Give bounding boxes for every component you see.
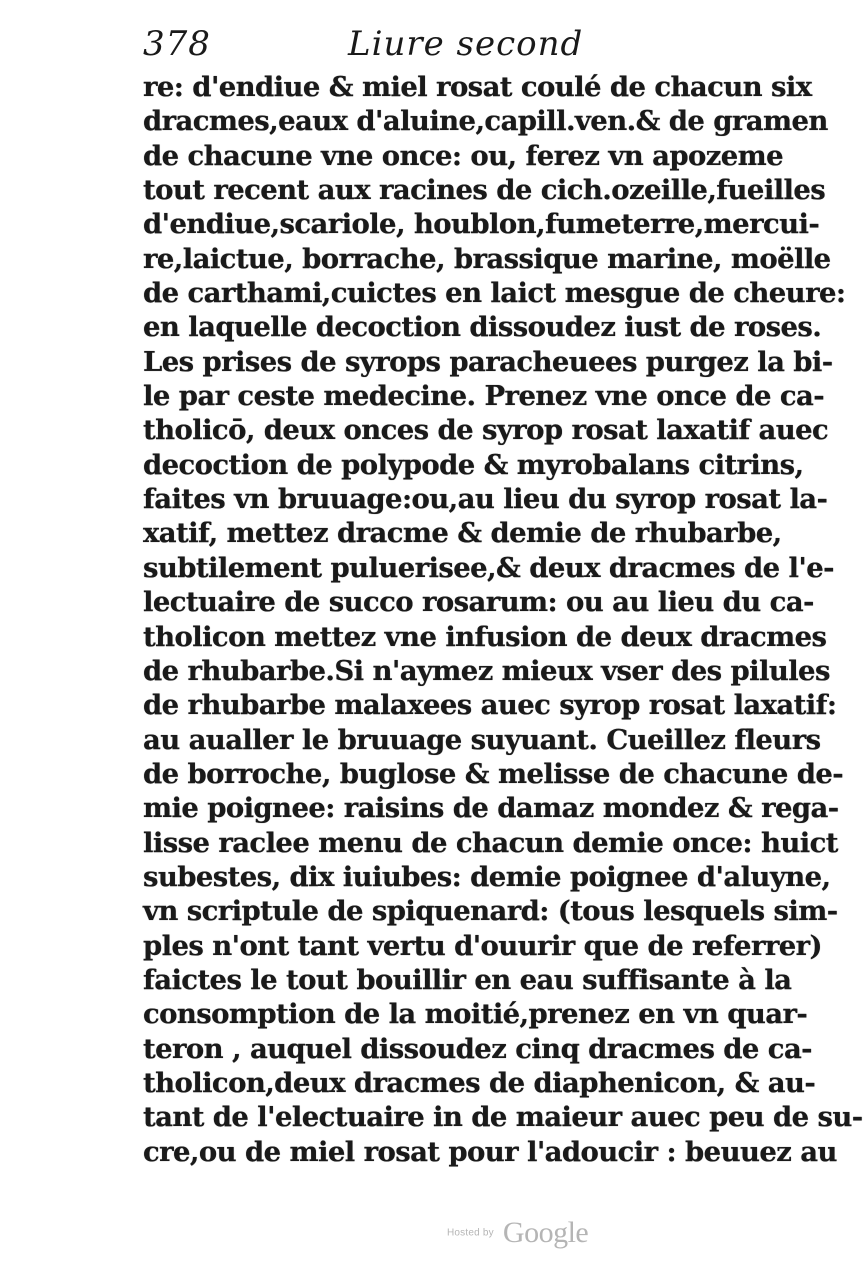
text-line: decoction de polypode & myrobalans citrins,	[143, 448, 804, 481]
running-head: Liure second	[348, 24, 584, 64]
text-line: re,laictue, borrache, brassique marine, moëlle	[143, 242, 831, 275]
text-line: au aualler le bruuage suyuant. Cueillez fleurs	[143, 723, 821, 756]
text-line: d'endiue,scariole, houblon,fumeterre,mercui-	[143, 208, 820, 241]
text-line: dracmes,eaux d'aluine,capill.ven.& de gramen	[143, 105, 828, 138]
text-line: subtilement puluerisee,& deux dracmes de l'e-	[143, 551, 834, 584]
text-line: consomption de la moitié,prenez en vn quar-	[143, 998, 808, 1031]
page-header	[143, 22, 584, 66]
google-logo: Google	[502, 1216, 589, 1249]
text-line: de chacune vne once: ou, ferez vn apozeme	[143, 139, 784, 172]
body-text	[143, 70, 863, 1169]
text-line: de rhubarbe malaxees auec syrop rosat laxatif:	[143, 689, 837, 722]
google-watermark	[447, 1216, 588, 1256]
text-line: faites vn bruuage:ou,au lieu du syrop rosat la-	[143, 483, 828, 516]
text-line: tholicon,deux dracmes de diaphenicon, & au-	[143, 1066, 816, 1099]
text-line: tant de l'electuaire in de maieur auec peu de su-	[143, 1101, 863, 1134]
text-line: re: d'endiue & miel rosat coulé de chacun six	[143, 71, 812, 103]
text-line: subestes, dix iuiubes: demie poignee d'aluyne,	[143, 860, 831, 893]
hosted-by-label: Hosted by	[447, 1227, 494, 1239]
text-line: vn scriptule de spiquenard: (tous lesquels sim-	[143, 895, 838, 928]
text-line: mie poignee: raisins de damaz mondez & rega-	[143, 792, 839, 825]
text-line: de borroche, buglose & melisse de chacune de-	[143, 757, 844, 790]
text-line: xatif, mettez dracme & demie de rhubarbe,	[143, 517, 782, 550]
text-line: Les prises de syrops paracheuees purgez la bi-	[143, 345, 833, 378]
text-line: lectuaire de succo rosarum: ou au lieu du ca-	[143, 586, 814, 619]
text-line: tholicon mettez vne infusion de deux dracmes	[143, 620, 827, 653]
text-line: tout recent aux racines de cich.ozeille,fueilles	[143, 174, 826, 207]
text-line: ples n'ont tant vertu d'ouurir que de referrer)	[143, 929, 822, 962]
text-line: de rhubarbe.Si n'aymez mieux vser des pilules	[143, 654, 830, 687]
text-line: faictes le tout bouillir en eau suffisante à la	[143, 963, 792, 996]
text-line: de carthami,cuictes en laict mesgue de cheure:	[143, 277, 846, 310]
page-number: 378	[143, 24, 211, 64]
text-line: cre,ou de miel rosat pour l'adoucir : beuuez au	[143, 1135, 837, 1168]
text-line: le par ceste medecine. Prenez vne once de ca-	[143, 380, 825, 413]
text-line: tholicō, deux onces de syrop rosat laxatif auec	[143, 414, 829, 447]
text-line: en laquelle decoction dissoudez iust de roses.	[143, 311, 822, 344]
text-line: teron , auquel dissoudez cinq dracmes de ca-	[143, 1032, 812, 1065]
text-line: lisse raclee menu de chacun demie once: huict	[143, 826, 838, 859]
